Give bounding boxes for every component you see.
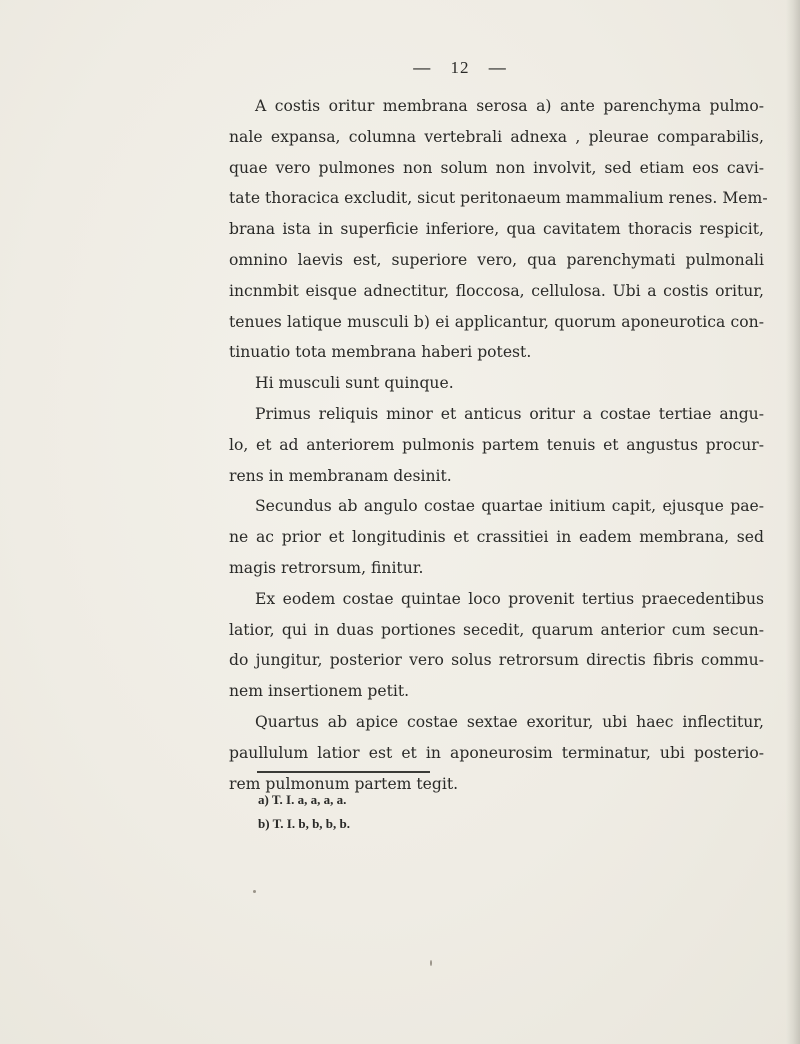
text-line: rem pulmonum partem tegit. — [229, 774, 459, 793]
text-line: nem insertionem petit. — [229, 682, 410, 701]
footnote-b: b) T. I. b, b, b, b. — [258, 816, 351, 831]
paragraph-3-end — [229, 461, 764, 492]
paragraph-4-end — [229, 553, 764, 584]
paragraph-4 — [229, 491, 764, 522]
text-line: omnino laevis est, superiore vero, qua parenchymati pulmonali — [229, 250, 764, 269]
paper-speck — [430, 960, 432, 966]
page-number: 12 — [450, 58, 470, 77]
paragraph-1-cont — [229, 183, 768, 214]
paragraph-1-cont — [229, 153, 764, 184]
paragraph-5 — [229, 584, 764, 615]
text-line: quae vero pulmones non solum non involvit, sed etiam eos cavi- — [229, 158, 764, 177]
text-line: rens in membranam desinit. — [229, 466, 452, 485]
paragraph-4-cont — [229, 522, 764, 553]
header-dash-right: — — [488, 58, 507, 77]
paragraph-6 — [229, 707, 764, 738]
header-dash-left: — — [413, 58, 432, 77]
footnote-rule — [257, 771, 430, 773]
text-line: paullulum latior est et in aponeurosim terminatur, ubi posterio- — [229, 743, 764, 762]
paragraph-1-cont — [229, 307, 764, 338]
text-line: brana ista in superficie inferiore, qua cavitatem thoracis respicit, — [229, 220, 764, 239]
text-line: latior, qui in duas portiones secedit, quarum anterior cum secun- — [229, 620, 764, 639]
paragraph-1-cont — [229, 276, 764, 307]
text-line: Quartus ab apice costae sextae exoritur, ubi haec inflectitur, — [255, 712, 764, 731]
body-text — [229, 91, 768, 799]
text-line: do jungitur, posterior vero solus retrorsum directis fibris commu- — [229, 651, 764, 670]
text-line: ne ac prior et longitudinis et crassitiei in eadem membrana, sed — [229, 528, 764, 547]
text-line: lo, et ad anteriorem pulmonis partem tenuis et angustus procur- — [229, 435, 764, 454]
text-line: tenues latique musculi b) ei applicantur, quorum aponeurotica con- — [229, 312, 764, 331]
text-line: tinuatio tota membrana haberi potest. — [229, 343, 532, 362]
paragraph-2 — [229, 368, 764, 399]
footnote-a: a) T. I. a, a, a, a. — [258, 792, 347, 807]
page-edge-shadow — [786, 0, 800, 1044]
paragraph-1-cont — [229, 245, 764, 276]
paragraph-1 — [229, 91, 764, 122]
footnotes — [258, 788, 350, 836]
paper-speck — [253, 890, 256, 893]
paragraph-1-cont — [229, 214, 764, 245]
text-line: Secundus ab angulo costae quartae initium capit, ejusque pae- — [255, 497, 764, 516]
text-line: incnmbit eisque adnectitur, floccosa, cellulosa. Ubi a costis oritur, — [229, 281, 764, 300]
paragraph-3 — [229, 399, 764, 430]
text-line: Ex eodem costae quintae loco provenit tertius praecedentibus — [255, 589, 764, 608]
paragraph-5-cont — [229, 645, 764, 676]
text-line: nale expansa, columna vertebrali adnexa , pleurae comparabilis, — [229, 127, 764, 146]
paragraph-1-cont — [229, 122, 764, 153]
text-line: Primus reliquis minor et anticus oritur a costae tertiae angu- — [255, 404, 764, 423]
paragraph-5-cont — [229, 615, 764, 646]
paragraph-3-cont — [229, 430, 764, 461]
paragraph-5-end — [229, 676, 764, 707]
text-line: tate thoracica excludit, sicut peritonaeum mammalium renes. Mem- — [229, 189, 768, 208]
page-header — [0, 58, 800, 78]
paragraph-6-cont — [229, 738, 764, 769]
text-line: Hi musculi sunt quinque. — [255, 374, 454, 393]
text-line: A costis oritur membrana serosa a) ante parenchyma pulmo- — [255, 97, 764, 115]
text-line: magis retrorsum, finitur. — [229, 558, 424, 577]
paragraph-1-end — [229, 337, 764, 368]
